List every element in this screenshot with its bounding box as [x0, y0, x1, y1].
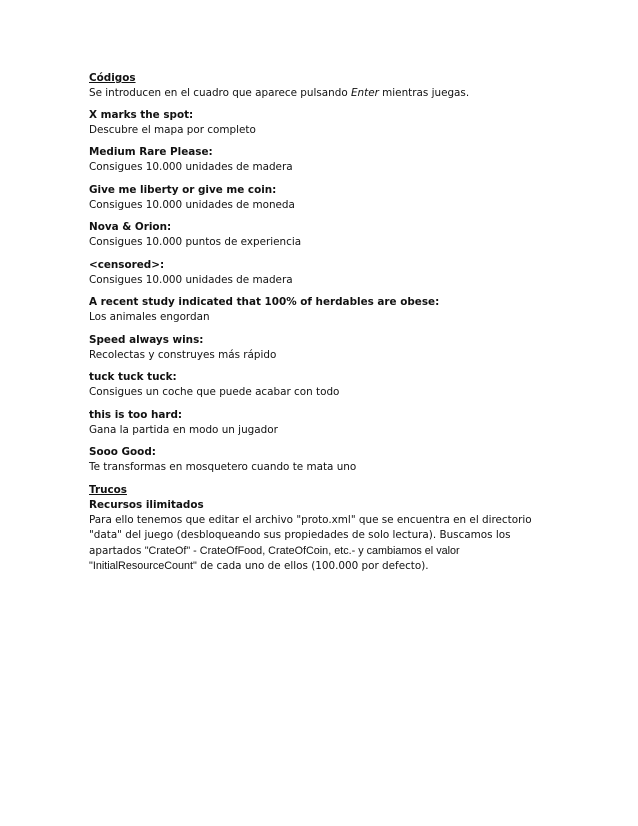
code-entry: [89, 145, 551, 175]
document-body: [89, 71, 551, 575]
code-effect: Te transformas en mosquetero cuando te mata uno: [89, 461, 357, 473]
trucos-subheading: Recursos ilimitados: [89, 498, 204, 511]
code-effect: Recolectas y construyes más rápido: [89, 348, 277, 361]
codigos-heading: Códigos: [89, 72, 136, 84]
code-entry: [89, 108, 551, 138]
code-entry: [89, 258, 551, 288]
code-entry: [89, 370, 551, 400]
code-name: X marks the spot:: [89, 108, 194, 121]
intro-enter-key: Enter: [350, 87, 379, 99]
code-entry: [89, 183, 551, 213]
code-effect: Gana la partida en modo un jugador: [89, 423, 278, 436]
code-effect: Consigues 10.000 puntos de experiencia: [89, 236, 302, 248]
trucos-text-part-2: "CrateOf" - CrateOfFood, CrateOfCoin, etc.- y cambiamos el valor "InitialResourceCount": [89, 544, 460, 572]
code-name: Give me liberty or give me coin:: [89, 183, 277, 196]
code-effect: Consigues 10.000 unidades de moneda: [89, 198, 295, 211]
trucos-text-part-1: Para ello tenemos que editar el archivo "proto.xml" que se encuentra en el directorio "data" del juego (desbloqueando sus propiedades de solo lectura). Buscamos los apartados: [89, 513, 532, 557]
code-effect: Los animales engordan: [89, 311, 210, 323]
code-name: <censored>:: [89, 258, 165, 271]
code-entry: [89, 408, 551, 438]
code-name: Medium Rare Please:: [89, 146, 213, 158]
code-entry: [89, 220, 551, 250]
code-effect: Consigues un coche que puede acabar con todo: [89, 386, 340, 398]
code-entry: [89, 295, 551, 325]
intro-text-before: Se introducen en el cuadro que aparece pulsando: [89, 87, 351, 99]
code-name: Nova & Orion:: [89, 221, 172, 233]
code-effect: Consigues 10.000 unidades de madera: [89, 161, 293, 173]
trucos-heading: Trucos: [89, 483, 127, 496]
code-effect: Consigues 10.000 unidades de madera: [89, 273, 293, 286]
code-name: Sooo Good:: [89, 446, 156, 458]
trucos-section: [89, 483, 551, 575]
codigos-intro: [89, 86, 551, 101]
code-name: Speed always wins:: [89, 333, 204, 346]
codigos-section: [89, 71, 551, 101]
code-effect: Descubre el mapa por completo: [89, 123, 256, 136]
intro-text-after: mientras juegas.: [378, 87, 470, 99]
code-name: A recent study indicated that 100% of herdables are obese:: [89, 296, 440, 308]
code-entry: [89, 445, 551, 475]
code-name: tuck tuck tuck:: [89, 371, 177, 383]
code-entry: [89, 333, 551, 363]
code-name: this is too hard:: [89, 408, 183, 421]
trucos-text-part-3: de cada uno de ellos (100.000 por defecto).: [196, 560, 429, 572]
trucos-paragraph: [89, 513, 551, 575]
